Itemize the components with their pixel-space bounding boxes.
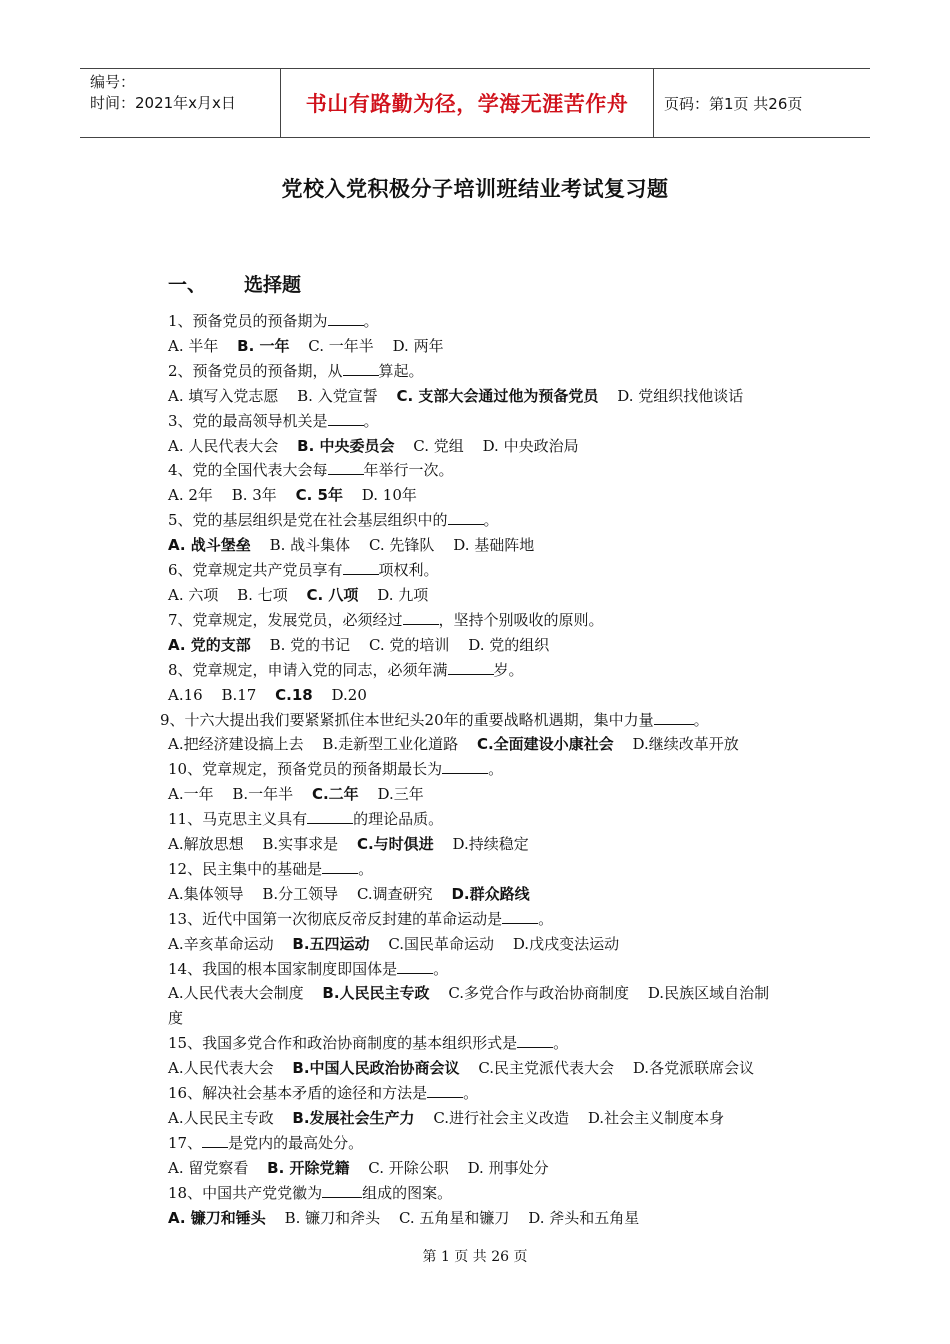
answer-option: B.一年半 xyxy=(232,785,294,804)
option-row xyxy=(168,1156,788,1181)
header-page-info: 页码：第1页 共26页 xyxy=(664,94,803,113)
header-code: 编号： xyxy=(90,73,136,91)
option-row xyxy=(168,1106,788,1131)
answer-option: B.实事求是 xyxy=(262,835,339,854)
question-suffix: 。 xyxy=(433,959,449,978)
answer-option: D. 党组织找他谈话 xyxy=(617,386,744,405)
question-suffix: 。 xyxy=(693,710,709,729)
question-prompt: 12、民主集中的基础是 xyxy=(168,859,323,878)
page-header xyxy=(80,68,870,138)
option-row xyxy=(168,1056,788,1081)
question-prompt: 3、党的最高领导机关是 xyxy=(168,411,328,430)
header-meta xyxy=(80,69,281,137)
question-prompt: 10、党章规定，预备党员的预备期最长为 xyxy=(168,760,443,779)
question-suffix: 组成的图案。 xyxy=(362,1183,453,1202)
option-row xyxy=(168,932,788,957)
answer-blank xyxy=(442,759,488,774)
answer-option: D. 中央政治局 xyxy=(482,436,579,455)
answer-option: D.持续稳定 xyxy=(452,835,529,854)
answer-option-correct: B.五四运动 xyxy=(292,934,370,953)
answer-option: A. 留党察看 xyxy=(168,1158,249,1177)
answer-option-correct: C.全面建设小康社会 xyxy=(476,735,614,754)
option-row xyxy=(168,683,788,708)
answer-option-correct: C.与时俱进 xyxy=(356,835,434,854)
answer-blank xyxy=(502,909,538,924)
question-suffix: ，坚持个别吸收的原则。 xyxy=(438,610,604,629)
option-row xyxy=(168,1206,788,1231)
question-prompt: 8、党章规定，申请入党的同志，必须年满 xyxy=(168,660,448,679)
answer-option: A.人民代表大会制度 xyxy=(168,984,304,1003)
question-text xyxy=(168,907,788,932)
answer-blank xyxy=(448,510,484,525)
question-suffix: 岁。 xyxy=(493,660,524,679)
question-suffix: 的理论品质。 xyxy=(353,810,444,829)
option-row xyxy=(168,434,788,459)
answer-option: D. 党的组织 xyxy=(468,635,550,654)
question-text xyxy=(168,309,788,334)
question-prompt: 4、党的全国代表大会每 xyxy=(168,461,328,480)
question-prompt: 7、党章规定，发展党员，必须经过 xyxy=(168,610,403,629)
question-text xyxy=(168,558,788,583)
answer-option: A.解放思想 xyxy=(168,835,244,854)
answer-option: D. 刑事处分 xyxy=(467,1158,549,1177)
section-number: 一、 xyxy=(168,274,207,296)
question-prompt: 18、中国共产党党徽为 xyxy=(168,1183,323,1202)
answer-option: C. 先锋队 xyxy=(368,536,435,555)
question-suffix: 。 xyxy=(538,909,554,928)
answer-option: D.戊戌变法运动 xyxy=(512,934,620,953)
answer-blank xyxy=(328,411,364,426)
question-prompt: 11、马克思主义具有 xyxy=(168,810,308,829)
option-row xyxy=(168,782,788,807)
answer-option: D. 两年 xyxy=(392,336,444,355)
answer-option: C.调查研究 xyxy=(356,884,433,903)
question-prompt: 14、我国的根本国家制度即国体是 xyxy=(168,959,398,978)
answer-option: B. 3年 xyxy=(231,486,277,505)
question-text xyxy=(168,458,788,483)
answer-option: C. 党组 xyxy=(413,436,464,455)
answer-option: A. 六项 xyxy=(168,585,219,604)
answer-option: A.集体领导 xyxy=(168,884,244,903)
question-suffix: 。 xyxy=(463,1084,479,1103)
answer-option: A.把经济建设搞上去 xyxy=(168,735,304,754)
answer-option: D. 基础阵地 xyxy=(453,536,535,555)
answer-option-correct: B. 中央委员会 xyxy=(297,436,395,455)
question-suffix: 年举行一次。 xyxy=(363,461,454,480)
question-text xyxy=(168,807,788,832)
option-row xyxy=(168,334,788,359)
question-text xyxy=(160,708,788,733)
answer-blank xyxy=(448,660,494,675)
answer-blank xyxy=(427,1083,463,1098)
answer-option: D. 斧头和五角星 xyxy=(528,1208,640,1227)
answer-option: B. 入党宣誓 xyxy=(297,386,378,405)
answer-blank xyxy=(307,809,353,824)
question-text xyxy=(168,409,788,434)
option-row xyxy=(168,583,788,608)
question-text xyxy=(168,857,788,882)
option-row xyxy=(168,483,788,508)
header-date: 时间：2021年x月x日 xyxy=(90,94,236,112)
answer-option: D.三年 xyxy=(377,785,424,804)
question-prompt: 15、我国多党合作和政治协商制度的基本组织形式是 xyxy=(168,1034,518,1053)
answer-option: A.16 xyxy=(168,685,203,704)
answer-option: B.17 xyxy=(221,685,257,704)
answer-option: B.分工领导 xyxy=(262,884,339,903)
section-heading xyxy=(168,270,301,297)
answer-option-correct: C. 八项 xyxy=(306,585,359,604)
question-prompt: 16、解决社会基本矛盾的途径和方法是 xyxy=(168,1084,428,1103)
answer-option-correct: A. 镰刀和锤头 xyxy=(168,1208,266,1227)
answer-option: C.进行社会主义改造 xyxy=(433,1109,570,1127)
question-text xyxy=(168,957,788,982)
answer-blank xyxy=(202,1133,228,1148)
question-prompt: 6、党章规定共产党员享有 xyxy=(168,561,343,580)
answer-option: C.民主党派代表大会 xyxy=(478,1059,615,1078)
answer-option: D.20 xyxy=(331,685,367,704)
question-suffix: 。 xyxy=(363,411,379,430)
answer-option: D.民族区域自治制度 xyxy=(168,984,770,1028)
answer-option: C. 五角星和镰刀 xyxy=(398,1208,510,1227)
answer-option: C. 开除公职 xyxy=(368,1158,449,1177)
option-row xyxy=(168,882,788,907)
question-text xyxy=(168,658,788,683)
answer-option-correct: B.发展社会生产力 xyxy=(292,1109,415,1127)
question-suffix: 项权利。 xyxy=(378,561,439,580)
answer-option: B. 党的书记 xyxy=(269,635,351,654)
question-suffix: 算起。 xyxy=(378,361,424,380)
page-footer: 第 1 页 共 26 页 xyxy=(422,1249,528,1265)
question-prompt: 1、预备党员的预备期为 xyxy=(168,312,328,330)
answer-option-correct: B. 开除党籍 xyxy=(267,1158,350,1177)
answer-option-correct: C. 支部大会通过他为预备党员 xyxy=(396,386,599,405)
answer-option-correct: B.人民民主专政 xyxy=(322,984,430,1003)
answer-option: B. 战斗集体 xyxy=(269,536,351,555)
answer-option: A. 2年 xyxy=(168,486,213,505)
answer-option: D. 九项 xyxy=(377,585,429,604)
answer-blank xyxy=(322,859,358,874)
question-prompt: 2、预备党员的预备期，从 xyxy=(168,361,343,380)
answer-option: C. 党的培训 xyxy=(368,635,450,654)
answer-option: A.人民民主专政 xyxy=(168,1109,274,1127)
answer-option-correct: C.18 xyxy=(275,685,313,704)
answer-option: A. 人民代表大会 xyxy=(168,436,279,455)
answer-option-correct: C. 5年 xyxy=(295,486,343,505)
option-row xyxy=(168,981,788,1031)
answer-option: D.各党派联席会议 xyxy=(632,1059,755,1078)
answer-option: D.社会主义制度本身 xyxy=(587,1109,725,1127)
header-motto: 书山有路勤为径，学海无涯苦作舟 xyxy=(281,69,654,137)
answer-option-correct: A. 战斗堡垒 xyxy=(168,536,251,555)
question-prompt: 13、近代中国第一次彻底反帝反封建的革命运动是 xyxy=(168,909,503,928)
question-suffix: 是党内的最高处分。 xyxy=(228,1133,364,1152)
question-prompt: 17、 xyxy=(168,1133,203,1152)
section-title: 选择题 xyxy=(244,274,302,296)
question-list xyxy=(160,309,788,1231)
answer-blank xyxy=(397,959,433,974)
question-prompt: 5、党的基层组织是党在社会基层组织中的 xyxy=(168,511,448,530)
answer-blank xyxy=(328,311,364,326)
answer-blank xyxy=(343,361,379,376)
question-suffix: 。 xyxy=(363,312,379,330)
document-title: 党校入党积极分子培训班结业考试复习题 xyxy=(281,177,669,201)
answer-option: C.国民革命运动 xyxy=(388,934,495,953)
answer-blank xyxy=(403,610,439,625)
answer-blank xyxy=(328,460,364,475)
option-row xyxy=(168,832,788,857)
answer-option: B. 七项 xyxy=(237,585,288,604)
answer-option-correct: B.中国人民政治协商会议 xyxy=(292,1059,460,1078)
answer-blank xyxy=(343,560,379,575)
answer-option: B. 镰刀和斧头 xyxy=(284,1208,381,1227)
answer-option-correct: B. 一年 xyxy=(237,336,290,355)
answer-option: A.一年 xyxy=(168,785,214,804)
answer-blank xyxy=(517,1033,553,1048)
option-row xyxy=(168,533,788,558)
question-text xyxy=(168,1081,788,1106)
answer-option: A.辛亥革命运动 xyxy=(168,934,274,953)
question-suffix: 。 xyxy=(553,1034,569,1053)
answer-blank xyxy=(322,1183,362,1198)
answer-option: A.人民代表大会 xyxy=(168,1059,274,1078)
question-text xyxy=(168,1131,788,1156)
option-row xyxy=(168,732,788,757)
answer-option-correct: C.二年 xyxy=(311,785,359,804)
answer-option: D.继续改革开放 xyxy=(632,735,739,754)
answer-option: D. 10年 xyxy=(361,486,417,505)
question-suffix: 。 xyxy=(358,859,374,878)
answer-option: C. 一年半 xyxy=(308,336,374,355)
question-suffix: 。 xyxy=(483,511,499,530)
answer-option-correct: D.群众路线 xyxy=(451,884,530,903)
answer-option-correct: A. 党的支部 xyxy=(168,635,251,654)
question-text xyxy=(168,359,788,384)
question-prompt: 9、十六大提出我们要紧紧抓住本世纪头20年的重要战略机遇期，集中力量 xyxy=(160,710,654,729)
answer-blank xyxy=(654,710,694,725)
question-text xyxy=(168,1031,788,1056)
question-suffix: 。 xyxy=(488,760,504,779)
answer-option: A. 填写入党志愿 xyxy=(168,386,279,405)
question-text xyxy=(168,757,788,782)
question-text xyxy=(168,608,788,633)
option-row xyxy=(168,633,788,658)
answer-option: B.走新型工业化道路 xyxy=(322,735,459,754)
option-row xyxy=(168,384,788,409)
question-text xyxy=(168,1181,788,1206)
answer-option: C.多党合作与政治协商制度 xyxy=(448,984,630,1003)
answer-option: A. 半年 xyxy=(168,336,219,355)
question-text xyxy=(168,508,788,533)
